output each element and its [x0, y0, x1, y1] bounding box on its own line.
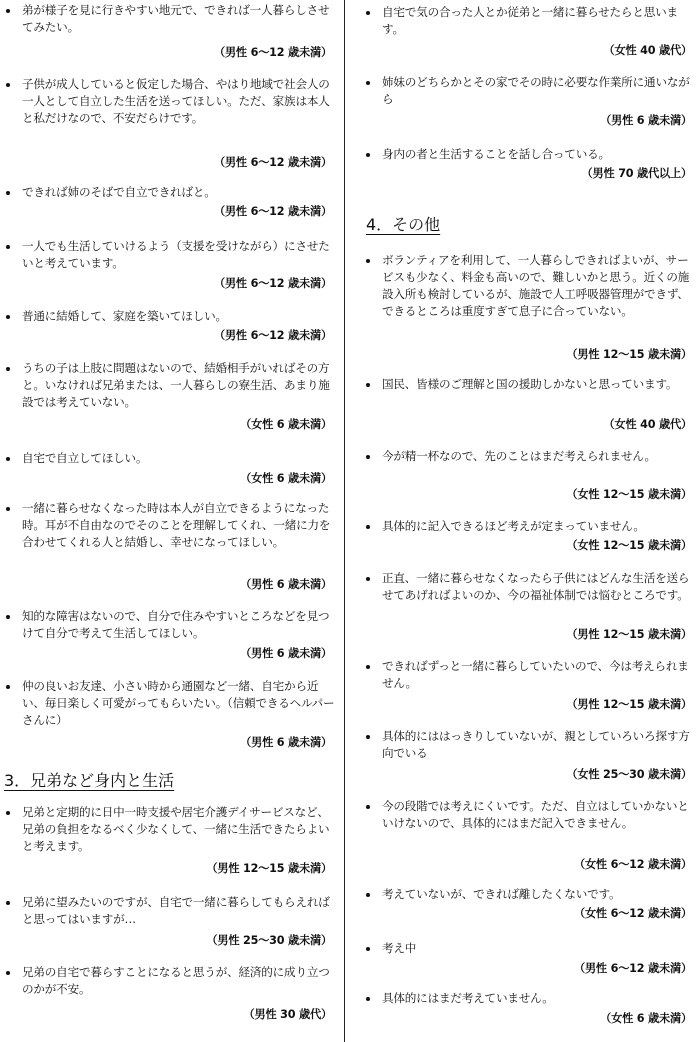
- bullet-icon: [366, 455, 370, 459]
- list-item: [360, 728, 696, 786]
- section-heading: 4．その他: [366, 215, 441, 234]
- column-divider: [344, 0, 345, 1042]
- bullet-icon: [366, 577, 370, 581]
- item-text: 考え中: [382, 941, 417, 955]
- item-attribution: （女性 40 歳代）: [603, 44, 692, 57]
- bullet-icon: [6, 685, 10, 689]
- list-item: [0, 964, 336, 1026]
- list-item: [360, 74, 696, 132]
- item-attribution: （女性 6～12 歳未満）: [573, 858, 692, 871]
- item-attribution: （女性 6 歳未満）: [240, 418, 332, 431]
- bullet-icon: [366, 997, 370, 1001]
- item-text: 今が精一杯なので、先のことはまだ考えられません。: [382, 449, 656, 463]
- item-attribution: （女性 6 歳未満）: [600, 1012, 692, 1025]
- list-item: [0, 608, 336, 666]
- bullet-icon: [6, 367, 10, 371]
- item-attribution: （男性 30 歳代）: [243, 1008, 332, 1021]
- bullet-icon: [366, 11, 370, 15]
- item-text: 自宅で自立してほしい。: [22, 451, 148, 465]
- item-text: 弟が様子を見に行きやすい地元で、できれば一人暮らしさせてみたい。: [22, 3, 330, 34]
- item-attribution: （女性 6～12 歳未満）: [573, 907, 692, 920]
- item-text: 兄弟と定期的に日中一時支援や居宅介護デイサービスなど、兄弟の負担をなるべく少なくして、一緒に生活できたらよいと考えます。: [22, 805, 330, 853]
- item-text: 知的な障害はないので、自分で住みやすいところなどを見つけて自分で考えて生活してほしい。: [22, 609, 330, 640]
- bullet-icon: [366, 383, 370, 387]
- item-text: 今の段階では考えにくいです。ただ、自立はしていかないといけないので、具体的にはまだ記入できません。: [382, 799, 689, 830]
- item-text: 具体的にはまだ考えていません。: [382, 991, 554, 1005]
- item-attribution: （男性 6～12 歳未満）: [213, 205, 332, 218]
- list-item: [360, 658, 696, 716]
- item-attribution: （男性 6～12 歳未満）: [573, 962, 692, 975]
- bullet-icon: [366, 81, 370, 85]
- item-attribution: （女性 6 歳未満）: [240, 472, 332, 485]
- item-text: できれば姉のそばで自立できればと。: [22, 185, 216, 199]
- bullet-icon: [6, 811, 10, 815]
- bullet-icon: [366, 947, 370, 951]
- item-text: 考えていないが、できれば離したくないです。: [382, 887, 621, 901]
- bullet-icon: [366, 665, 370, 669]
- list-item: [360, 146, 696, 186]
- item-attribution: （男性 6 歳未満）: [600, 114, 692, 127]
- item-text: 仲の良いお友達、小さい時から通園など一緒、自宅から近い、毎日楽しく可愛がってもらいたい。（信頼できるヘルパーさんに）: [22, 679, 335, 727]
- bullet-icon: [6, 507, 10, 511]
- item-text: 兄弟に望みたいのですが、自宅で一緒に暮らしてもらえればと思ってはいますが…: [22, 895, 330, 926]
- item-attribution: （男性 25～30 歳未満）: [206, 934, 332, 947]
- item-text: 正直、一緒に暮らせなくなったら子供にはどんな生活を送らせてあげればよいのか、今の福祉体制では悩むところです。: [382, 571, 690, 602]
- list-item: [360, 940, 696, 978]
- item-attribution: （女性 25～30 歳未満）: [566, 768, 692, 781]
- list-item: [360, 798, 696, 874]
- bullet-icon: [6, 191, 10, 195]
- item-attribution: （男性 6～12 歳未満）: [213, 46, 332, 59]
- item-attribution: （女性 12～15 歳未満）: [566, 539, 692, 552]
- bullet-icon: [6, 615, 10, 619]
- bullet-icon: [366, 735, 370, 739]
- list-item: [360, 570, 696, 646]
- item-text: 一緒に暮らせなくなった時は本人が自立できるようになった時。耳が不自由なのでそのことを理解してくれ、一緒に力を合わせてくれる人と結婚し、幸せになってほしい。: [22, 501, 331, 549]
- bullet-icon: [366, 893, 370, 897]
- item-attribution: （男性 6 歳未満）: [240, 578, 332, 591]
- item-attribution: （男性 6 歳未満）: [240, 647, 332, 660]
- list-item: [360, 886, 696, 926]
- item-attribution: （男性 12～15 歳未満）: [566, 348, 692, 361]
- list-item: [0, 238, 336, 298]
- section-heading: 3．兄弟など身内と生活: [4, 771, 175, 790]
- item-text: 身内の者と生活することを話し合っている。: [382, 147, 610, 161]
- item-attribution: （女性 40 歳代）: [603, 418, 692, 431]
- item-attribution: （男性 6～12 歳未満）: [213, 156, 332, 169]
- bullet-icon: [6, 315, 10, 319]
- item-text: うちの子は上肢に問題はないので、結婚相手がいればその方と。いなければ兄弟または、一人暮らしの寮生活、あまり施設では考えていない。: [22, 361, 330, 409]
- item-text: 自宅で気の合った人とか従弟と一緒に暮らせたらと思います。: [382, 5, 678, 36]
- list-item: [0, 500, 336, 596]
- item-attribution: （男性 12～15 歳未満）: [206, 862, 332, 875]
- bullet-icon: [6, 457, 10, 461]
- list-item: [0, 894, 336, 952]
- list-item: [360, 518, 696, 558]
- list-item: [360, 448, 696, 506]
- item-attribution: （男性 12～15 歳未満）: [566, 628, 692, 641]
- list-item: [360, 252, 696, 364]
- item-text: 姉妹のどちらかとその家でその時に必要な作業所に通いながら: [382, 75, 690, 106]
- item-attribution: （女性 12～15 歳未満）: [566, 488, 692, 501]
- list-item: [0, 2, 336, 64]
- item-attribution: （男性 6 歳未満）: [240, 736, 332, 749]
- bullet-icon: [6, 901, 10, 905]
- item-text: 兄弟の自宅で暮らすことになると思うが、経済的に成り立つのかが不安。: [22, 965, 330, 996]
- item-attribution: （男性 6～12 歳未満）: [213, 277, 332, 290]
- list-item: [360, 376, 696, 434]
- list-item: [360, 4, 696, 62]
- bullet-icon: [6, 9, 10, 13]
- bullet-icon: [6, 971, 10, 975]
- list-item: [0, 678, 336, 752]
- bullet-icon: [366, 805, 370, 809]
- bullet-icon: [6, 245, 10, 249]
- list-item: [0, 76, 336, 174]
- item-text: できればずっと一緒に暮らしていたいので、今は考えられません。: [382, 659, 689, 690]
- item-attribution: （男性 12～15 歳未満）: [566, 698, 692, 711]
- item-attribution: （男性 6～12 歳未満）: [213, 329, 332, 342]
- bullet-icon: [366, 525, 370, 529]
- list-item: [0, 804, 336, 880]
- item-text: 一人でも生活していけるよう（支援を受けながら）にさせたいと考えています。: [22, 239, 330, 270]
- item-attribution: （男性 70 歳代以上）: [581, 167, 692, 180]
- item-text: ボランティアを利用して、一人暮らしできればよいが、サービスも少なく、料金も高いので、難しいかと思う。近くの施設入所も検討しているが、施設で人工呼吸器管理ができず、できるところは重度すぎて息子に合っていない。: [382, 253, 690, 318]
- list-item: [0, 450, 336, 490]
- item-text: 子供が成人していると仮定した場合、やはり地域で社会人の一人として自立した生活を送ってほしい。ただ、家族は本人と私だけなので、不安だらけです。: [22, 77, 330, 125]
- item-text: 国民、皆様のご理解と国の援助しかないと思っています。: [382, 377, 678, 391]
- bullet-icon: [6, 83, 10, 87]
- item-text: 具体的に記入できるほど考えが定まっていません。: [382, 519, 645, 533]
- list-item: [0, 308, 336, 348]
- bullet-icon: [366, 153, 370, 157]
- list-item: [0, 184, 336, 224]
- list-item: [0, 360, 336, 436]
- item-text: 普通に結婚して、家庭を築いてほしい。: [22, 309, 227, 323]
- item-text: 具体的にははっきりしていないが、親としていろいろ探す方向でいる: [382, 729, 690, 760]
- bullet-icon: [366, 259, 370, 263]
- list-item: [360, 990, 696, 1030]
